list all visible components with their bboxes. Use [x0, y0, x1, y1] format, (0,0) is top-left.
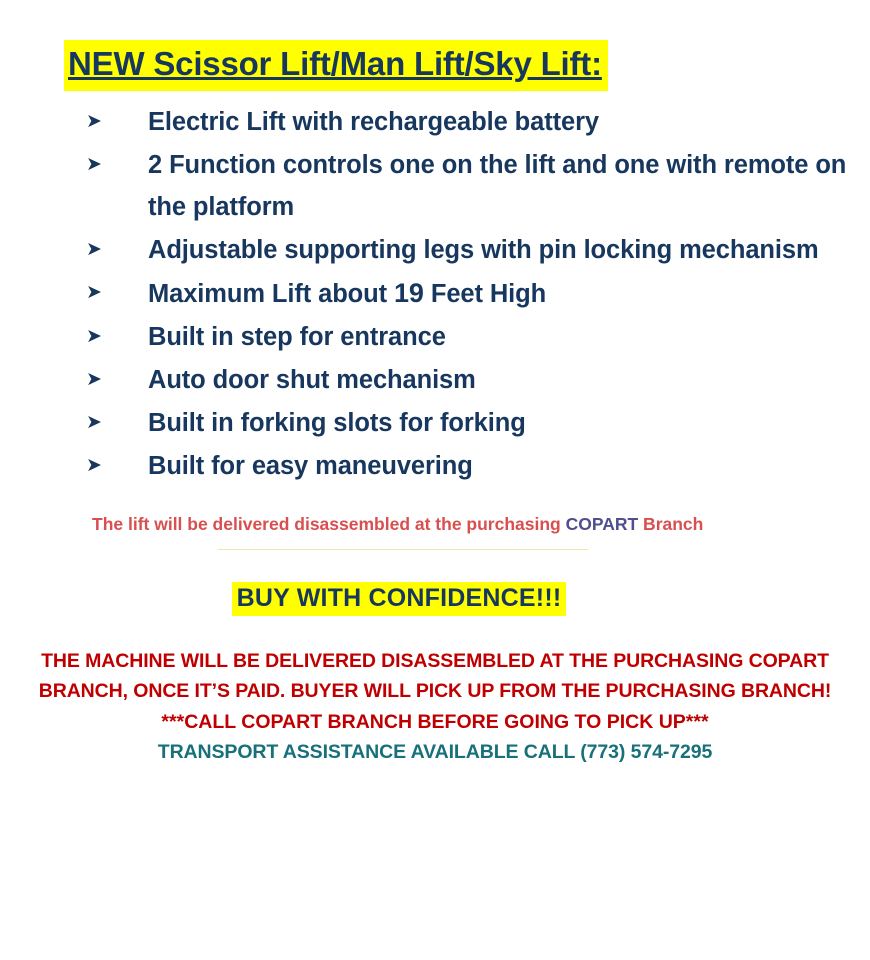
feature-text: Built for easy maneuvering: [148, 451, 473, 480]
divider: [218, 549, 588, 550]
footer-line-2: BRANCH, ONCE IT’S PAID. BUYER WILL PICK UP FROM THE PURCHASING BRANCH!: [38, 680, 832, 703]
feature-text-suffix: Feet High: [423, 279, 547, 308]
feature-text: Auto door shut mechanism: [148, 365, 476, 394]
feature-text: 2 Function controls one on the lift and one with remote on the platform: [148, 150, 847, 221]
list-item: [86, 445, 870, 487]
arrow-bullet-icon: ➤: [86, 281, 102, 303]
arrow-bullet-icon: ➤: [86, 238, 102, 260]
list-item: [86, 316, 870, 358]
confidence-banner-container: [0, 582, 870, 616]
disassembly-note: [0, 509, 870, 540]
arrow-bullet-icon: ➤: [86, 368, 102, 390]
feature-text: Electric Lift with rechargeable battery: [148, 107, 599, 136]
footer-line-4-transport: TRANSPORT ASSISTANCE AVAILABLE CALL (773) 574-7295: [157, 740, 713, 763]
feature-text-max-lift: [148, 272, 546, 315]
feature-list: [0, 101, 870, 487]
arrow-bullet-icon: ➤: [86, 454, 102, 476]
feature-text: Adjustable supporting legs with pin locking mechanism: [148, 235, 819, 264]
feature-text: Built in forking slots for forking: [148, 408, 526, 437]
list-item: [86, 272, 870, 315]
list-item: [86, 359, 870, 401]
footer-block: [0, 646, 870, 768]
arrow-bullet-icon: ➤: [86, 110, 102, 132]
arrow-bullet-icon: ➤: [86, 325, 102, 347]
list-item: [86, 402, 870, 444]
page-title: NEW Scissor Lift/Man Lift/Sky Lift:: [64, 40, 608, 91]
feature-text: Built in step for entrance: [148, 322, 446, 351]
footer-line-1: THE MACHINE WILL BE DELIVERED DISASSEMBLED AT THE PURCHASING COPART: [41, 650, 829, 673]
footer-line-3: ***CALL COPART BRANCH BEFORE GOING TO PICK UP***: [161, 710, 709, 733]
page-title-container: [0, 0, 870, 91]
max-lift-height-value: 19: [394, 277, 424, 308]
list-item: [86, 144, 870, 228]
note-text-after: Branch: [638, 513, 704, 534]
list-item: [86, 101, 870, 143]
arrow-bullet-icon: ➤: [86, 411, 102, 433]
note-text: The lift will be delivered disassembled at the purchasing: [92, 513, 566, 534]
buy-with-confidence-banner: BUY WITH CONFIDENCE!!!: [232, 582, 567, 616]
list-item: [86, 229, 870, 271]
note-copart-highlight: COPART: [565, 513, 639, 534]
feature-text-prefix: Maximum Lift about: [148, 279, 395, 308]
arrow-bullet-icon: ➤: [86, 153, 102, 175]
